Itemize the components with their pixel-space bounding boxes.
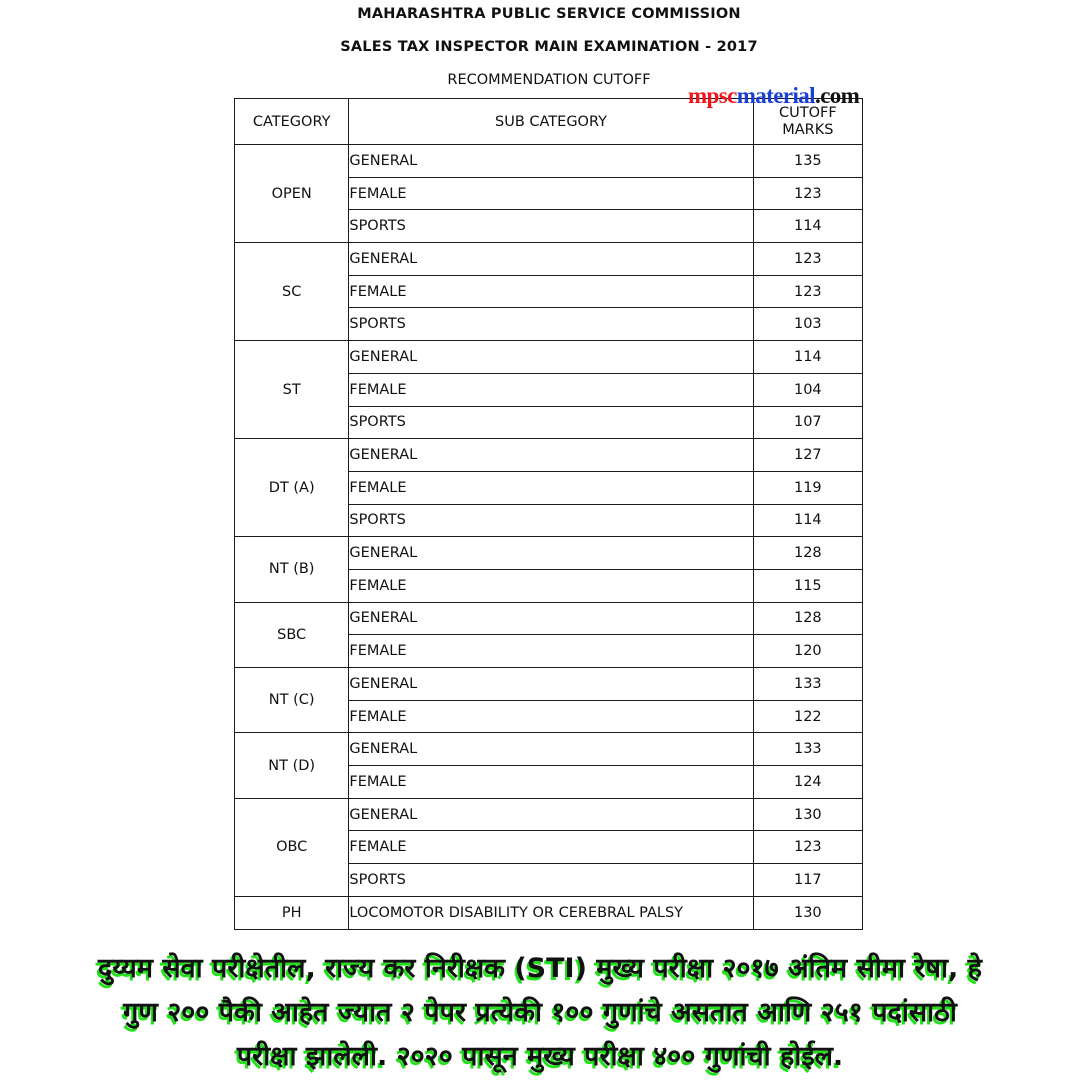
cutoff-marks-cell: 103 [753, 308, 862, 341]
sub-category-cell: FEMALE [349, 831, 753, 864]
watermark-part-material: material [736, 83, 815, 108]
category-cell: NT (C) [235, 668, 349, 733]
sub-category-cell: FEMALE [349, 635, 753, 668]
table-row [235, 668, 863, 701]
cutoff-marks-cell: 133 [753, 733, 862, 766]
sub-category-cell: FEMALE [349, 471, 753, 504]
sub-category-cell: SPORTS [349, 864, 753, 897]
cutoff-marks-cell: 128 [753, 537, 862, 570]
cutoff-table [234, 98, 863, 930]
table-row [235, 602, 863, 635]
sub-category-cell: SPORTS [349, 504, 753, 537]
sub-category-cell: FEMALE [349, 177, 753, 210]
cutoff-marks-cell: 114 [753, 341, 862, 374]
sub-category-cell: GENERAL [349, 668, 753, 701]
watermark-part-com: .com [814, 83, 860, 108]
cutoff-marks-cell: 128 [753, 602, 862, 635]
cutoff-marks-cell: 133 [753, 668, 862, 701]
category-cell: SBC [235, 602, 349, 667]
exam-title: SALES TAX INSPECTOR MAIN EXAMINATION - 2017 [340, 39, 758, 55]
table-row [235, 145, 863, 178]
cutoff-marks-cell: 130 [753, 896, 862, 929]
cutoff-marks-cell: 127 [753, 439, 862, 472]
category-cell: PH [235, 896, 349, 929]
cutoff-marks-cell: 120 [753, 635, 862, 668]
sub-category-cell: FEMALE [349, 275, 753, 308]
cutoff-marks-cell: 114 [753, 504, 862, 537]
column-header-sub-category: SUB CATEGORY [349, 99, 753, 145]
cutoff-marks-cell: 119 [753, 471, 862, 504]
sub-category-cell: FEMALE [349, 373, 753, 406]
sub-category-cell: GENERAL [349, 243, 753, 276]
sub-category-cell: SPORTS [349, 308, 753, 341]
column-header-category: CATEGORY [235, 99, 349, 145]
category-cell: DT (A) [235, 439, 349, 537]
category-cell: NT (B) [235, 537, 349, 602]
sub-category-cell: GENERAL [349, 341, 753, 374]
sub-category-cell: SPORTS [349, 406, 753, 439]
cutoff-marks-cell: 123 [753, 243, 862, 276]
sub-category-cell: GENERAL [349, 733, 753, 766]
cutoff-marks-cell: 104 [753, 373, 862, 406]
org-title: MAHARASHTRA PUBLIC SERVICE COMMISSION [357, 6, 741, 22]
cutoff-marks-cell: 135 [753, 145, 862, 178]
sub-category-cell: SPORTS [349, 210, 753, 243]
cutoff-marks-cell: 123 [753, 275, 862, 308]
sub-category-cell: GENERAL [349, 145, 753, 178]
sub-category-cell: LOCOMOTOR DISABILITY OR CEREBRAL PALSY [349, 896, 753, 929]
cutoff-marks-cell: 115 [753, 569, 862, 602]
sub-category-cell: FEMALE [349, 569, 753, 602]
category-cell: SC [235, 243, 349, 341]
cutoff-marks-cell: 130 [753, 798, 862, 831]
cutoff-marks-cell: 107 [753, 406, 862, 439]
table-row [235, 733, 863, 766]
column-header-cutoff-marks: CUTOFF MARKS [753, 99, 862, 145]
table-row [235, 341, 863, 374]
table-row [235, 798, 863, 831]
cutoff-marks-cell: 114 [753, 210, 862, 243]
cutoff-marks-cell: 122 [753, 700, 862, 733]
watermark-part-mpsc: mpsc [688, 83, 737, 108]
caption-line-2: गुण २०० पैकी आहेत ज्यात २ पेपर प्रत्येकी १०० गुणांचे असतात आणि २५१ पदांसाठी [123, 997, 957, 1028]
sub-category-cell: GENERAL [349, 439, 753, 472]
cutoff-marks-cell: 117 [753, 864, 862, 897]
caption-line-3: परीक्षा झालेली. २०२० पासून मुख्य परीक्षा ४०० गुणांची होईल. [236, 1041, 844, 1072]
sub-category-cell: FEMALE [349, 766, 753, 799]
site-watermark [688, 83, 859, 109]
category-cell: ST [235, 341, 349, 439]
category-cell: OBC [235, 798, 349, 896]
sub-category-cell: FEMALE [349, 700, 753, 733]
sub-category-cell: GENERAL [349, 798, 753, 831]
cutoff-subtitle: RECOMMENDATION CUTOFF [447, 72, 651, 88]
sub-category-cell: GENERAL [349, 537, 753, 570]
table-row [235, 537, 863, 570]
table-body [235, 145, 863, 930]
table-row [235, 243, 863, 276]
table-row [235, 896, 863, 929]
caption-line-1: दुय्यम सेवा परीक्षेतील, राज्य कर निरीक्षक (STI) मुख्य परीक्षा २०१७ अंतिम सीमा रेषा, हे [97, 953, 982, 984]
cutoff-marks-cell: 123 [753, 177, 862, 210]
table-row [235, 439, 863, 472]
cutoff-marks-cell: 124 [753, 766, 862, 799]
category-cell: NT (D) [235, 733, 349, 798]
category-cell: OPEN [235, 145, 349, 243]
sub-category-cell: GENERAL [349, 602, 753, 635]
cutoff-marks-cell: 123 [753, 831, 862, 864]
